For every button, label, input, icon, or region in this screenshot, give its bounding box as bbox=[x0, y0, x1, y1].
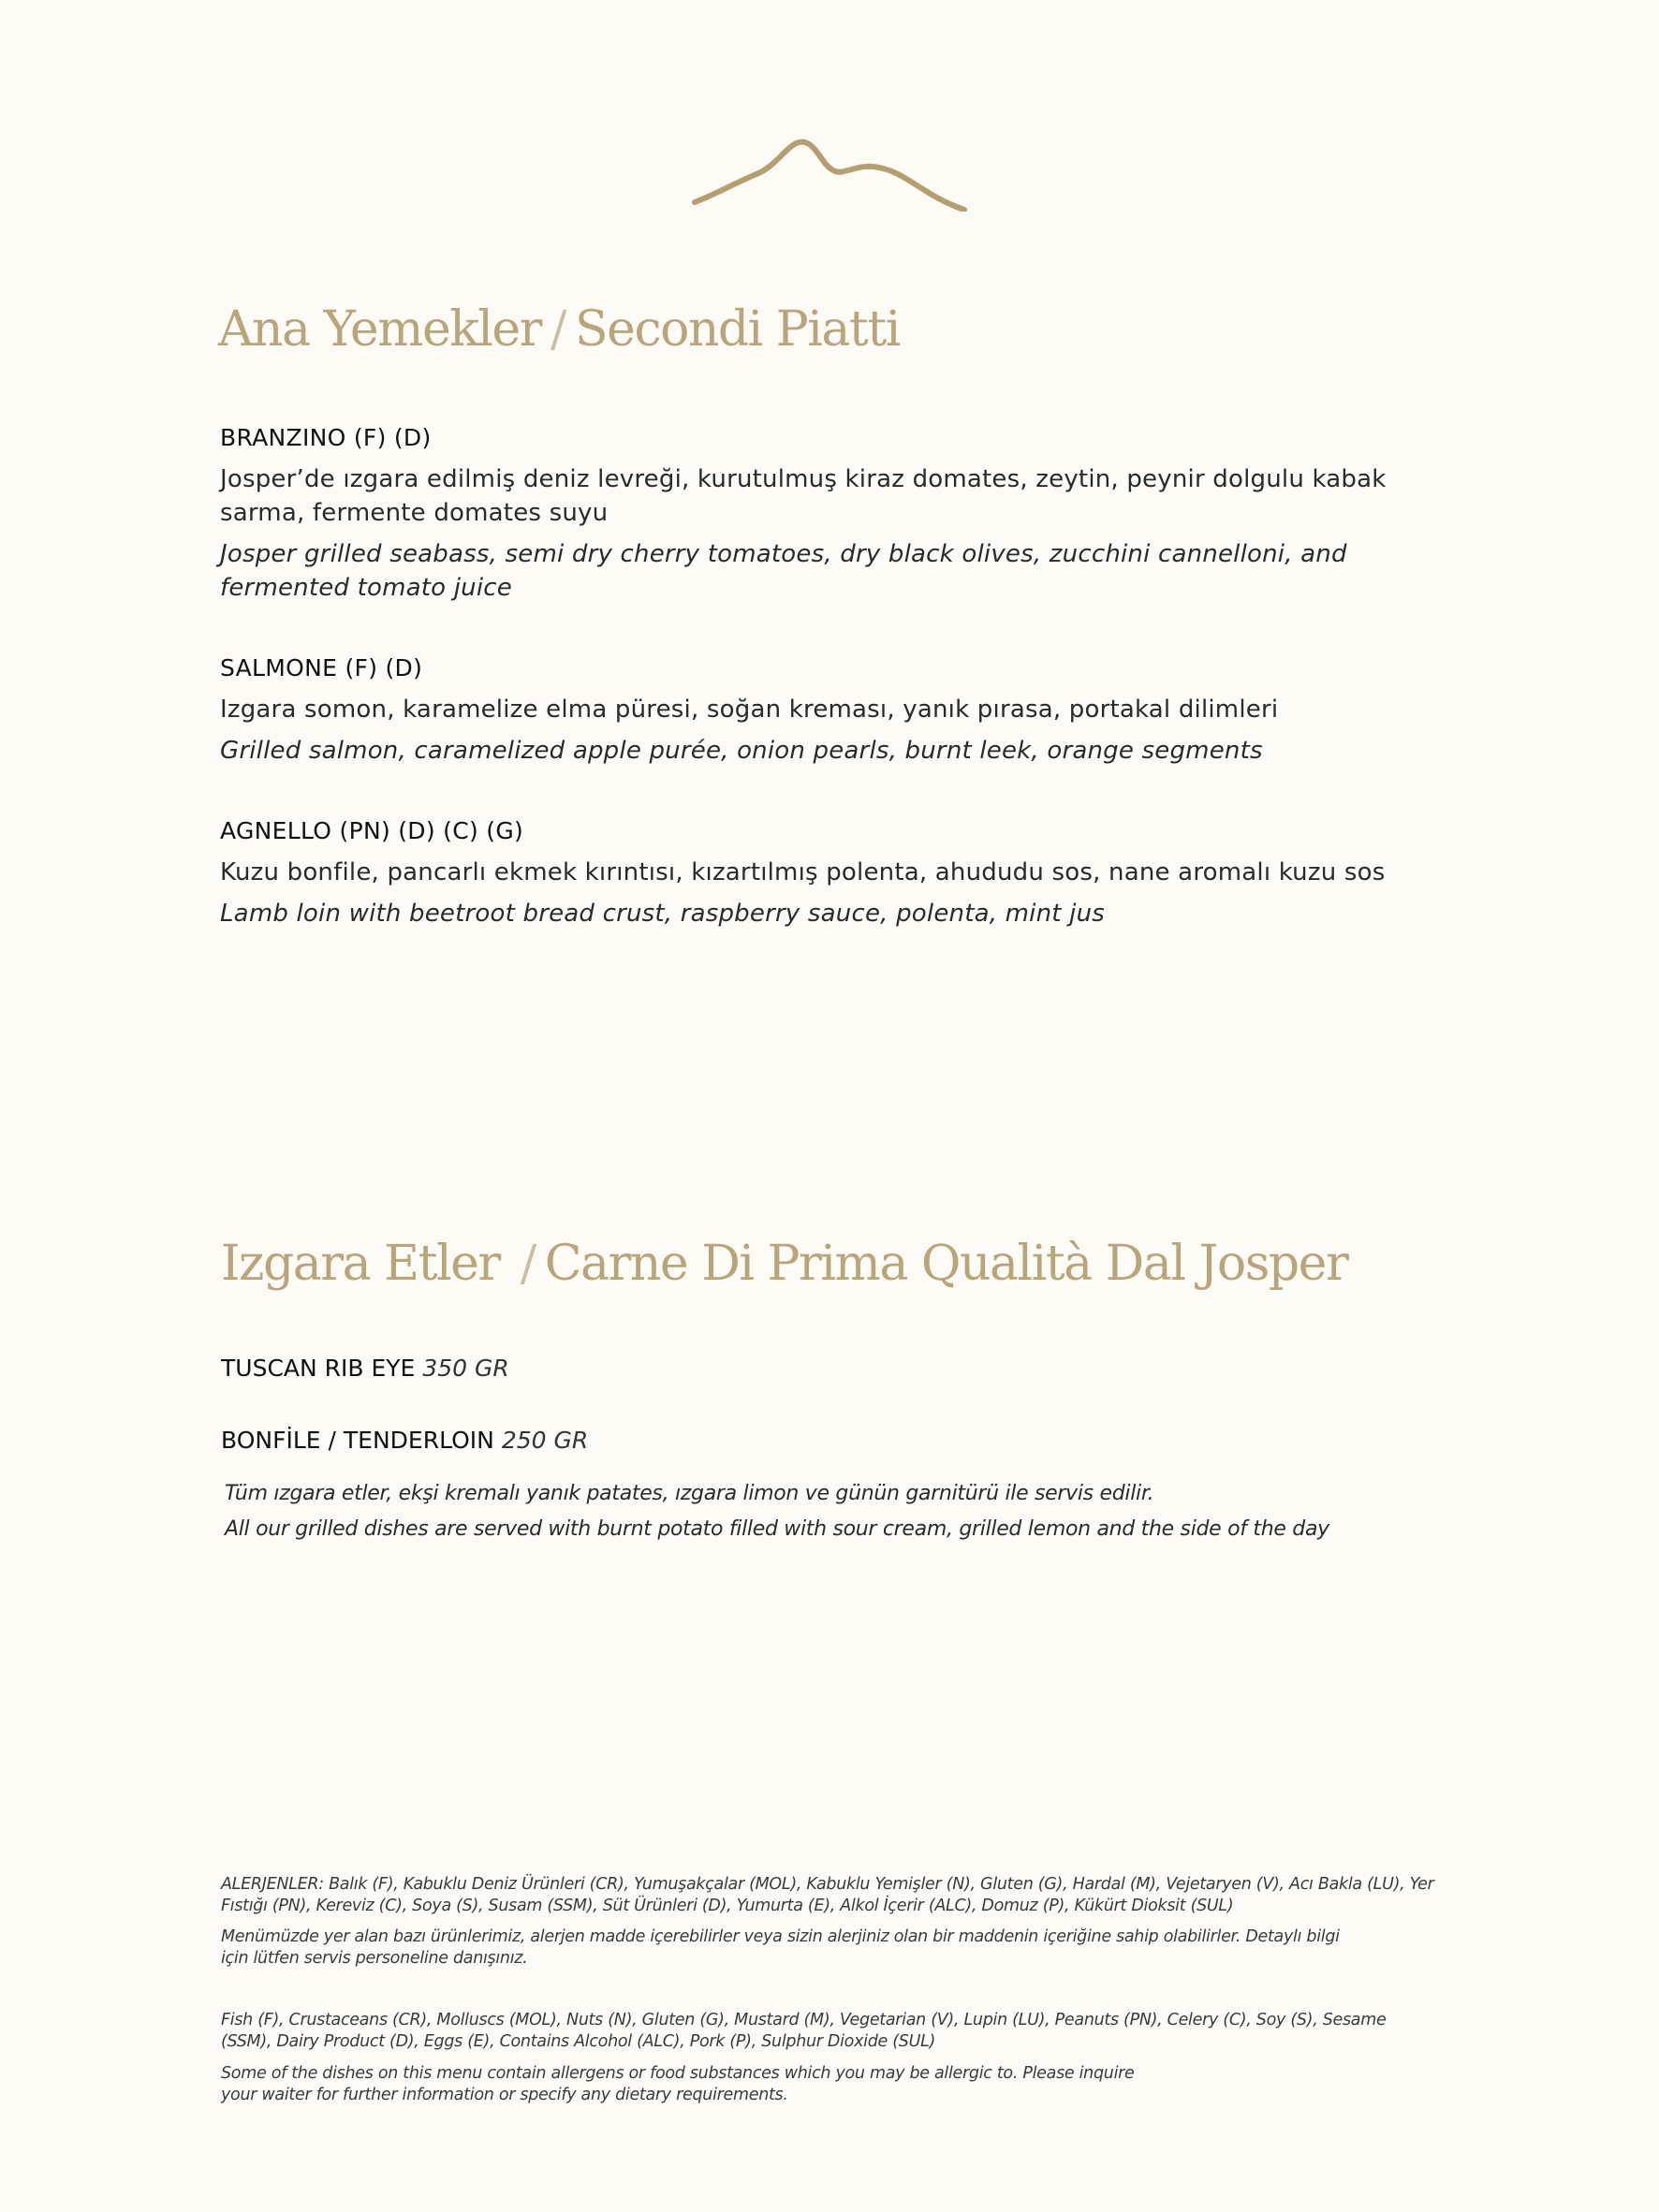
allergen-note-tr: Menümüzde yer alan bazı ürünlerimiz, alerjen madde içerebilirler veya sizin alerjiniz olan bir maddenin içeriğine sahip olabilirler. Detaylı bilgi için lütfen servis personeline danışınız. bbox=[221, 1927, 1340, 1968]
mountain-wave-icon bbox=[691, 137, 972, 212]
dish-name: SALMONE (F) (D) bbox=[220, 654, 423, 681]
allergen-list-tr: ALERJENLER: Balık (F), Kabuklu Deniz Ürünleri (CR), Yumuşakçalar (MOL), Kabuklu Yemişler (N), Gluten (G), Hardal (M), Vejetaryen (V), Acı Bakla (LU), Yer Fıstığı (PN), Kereviz (C), Soya (S), Susam (SSM), Süt Ürünleri (D), Yumurta (E), Alkol İçerir (ALC), Domuz (P), Kükürt Dioksit (SUL) bbox=[221, 1875, 1434, 1915]
grill-item bbox=[221, 1355, 509, 1382]
dish-name: BRANZINO (F) (D) bbox=[220, 424, 432, 451]
title-separator: / bbox=[520, 1236, 536, 1292]
grill-item bbox=[221, 1427, 588, 1454]
dish-description-tr: Kuzu bonfile, pancarlı ekmek kırıntısı, kızartılmış polenta, ahududu sos, nane aromalı kuzu sos bbox=[220, 858, 1386, 886]
dish-description-en: Grilled salmon, caramelized apple purée, onion pearls, burnt leek, orange segments bbox=[220, 737, 1263, 765]
grill-note-tr: Tüm ızgara etler, ekşi kremalı yanık patates, ızgara limon ve günün garnitürü ile servis edilir. bbox=[225, 1482, 1154, 1505]
section-title-grill bbox=[221, 1236, 1347, 1292]
dish-description-en: Josper grilled seabass, semi dry cherry tomatoes, dry black olives, zucchini cannelloni, and fermented tomato juice bbox=[220, 540, 1347, 602]
dish-description-en: Lamb loin with beetroot bread crust, raspberry sauce, polenta, mint jus bbox=[220, 900, 1105, 928]
allergen-note-en: Some of the dishes on this menu contain allergens or food substances which you may be allergic to. Please inquire your waiter for further information or specify any dietary requirements. bbox=[221, 2064, 1135, 2104]
grill-item-name: BONFİLE / TENDERLOIN bbox=[221, 1427, 494, 1454]
title-it: Secondi Piatti bbox=[575, 301, 900, 358]
dish-name: AGNELLO (PN) (D) (C) (G) bbox=[220, 817, 524, 844]
title-tr: Izgara Etler bbox=[221, 1236, 500, 1292]
title-separator: / bbox=[551, 301, 566, 358]
title-it: Carne Di Prima Qualità Dal Josper bbox=[544, 1236, 1348, 1292]
grill-item-weight: 350 GR bbox=[422, 1355, 509, 1382]
grill-item-name: TUSCAN RIB EYE bbox=[221, 1355, 416, 1382]
grill-item-weight: 250 GR bbox=[501, 1427, 589, 1454]
dish-description-tr: Izgara somon, karamelize elma püresi, soğan kreması, yanık pırasa, portakal dilimleri bbox=[220, 696, 1279, 724]
grill-note-en: All our grilled dishes are served with burnt potato filled with sour cream, grilled lemon and the side of the day bbox=[225, 1517, 1329, 1541]
title-tr: Ana Yemekler bbox=[218, 301, 542, 358]
allergen-list-en: Fish (F), Crustaceans (CR), Molluscs (MOL), Nuts (N), Gluten (G), Mustard (M), Vegetarian (V), Lupin (LU), Peanuts (PN), Celery (C), Soy (S), Sesame (SSM), Dairy Product (D), Eggs (E), Contains Alcohol (ALC), Pork (P), Sulphur Dioxide (SUL) bbox=[221, 2011, 1387, 2051]
section-title-mains bbox=[218, 301, 900, 358]
dish-description-tr: Josper’de ızgara edilmiş deniz levreği, kurutulmuş kiraz domates, zeytin, peynir dolgulu kabak sarma, fermente domates suyu bbox=[220, 465, 1387, 527]
